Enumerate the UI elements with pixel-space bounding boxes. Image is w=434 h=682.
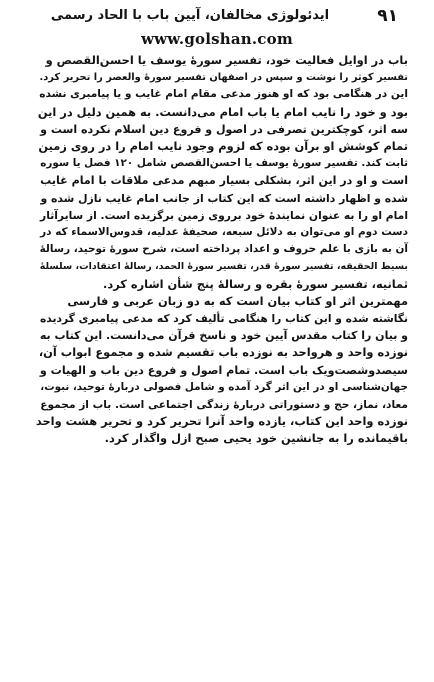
text-line: باقیمانده را به جانشین خود یحیی صبح ازل واگذار کرد. [104,431,408,446]
text-line: شده و اظهار داشته است که این کتاب از جانب امام غایب نازل شده و [40,191,408,205]
text-line: ثمانیه، تفسیر سورهٔ بقره و رسالهٔ پنج شأن اشاره کرد. [103,276,408,291]
text-line: و بیان را کتاب مقدس آیین خود و ناسخ قرآن می‌دانست. این کتاب به [39,329,408,343]
text-line: نوزده واحد و هرواحد به نوزده باب تقسیم شده و مجموع ابواب آن، [38,345,408,360]
text-line: تفسیر کوثر را نوشت و سپس در اصفهان تفسیر سورهٔ والعصر را تحریر کرد. [39,72,408,84]
text-line: نوزده واحد این کتاب، یازده واحد آنرا تحریر کرد و تحریر هشت واحد [35,414,408,429]
text-line: است و او در این اثر، بشکلی بسیار مبهم مدعی ملاقات با امام غایب [40,174,408,188]
text-line: امام او را به عنوان نمایندهٔ خود برروی زمین برگزیده است. از سایرآثار [40,208,408,222]
text-line: سیصدوشصت‌ویک باب است. تمام اصول و فروع دین باب و الهیات و [39,363,408,377]
paragraph [36,52,408,293]
text-line: معاد، نماز، حج و دستوراتی دربارهٔ زندگی اجتماعی است. باب از مجموع [40,398,408,412]
text-line: این در هنگامی بود که او هنوز مدعی مقام امام غایب و یا پیامبری نشده [39,88,408,101]
paragraph [36,293,408,448]
text-line: باب در اوایل فعالیت خود، تفسیر سورهٔ یوسف یا احسن‌القصص و [45,53,408,67]
text-line: ثابت کند. تفسیر سورهٔ یوسف یا احسن‌القصص شامل ۱۲۰ فصل یا سوره [40,157,408,170]
text-line: آن به بازی با علم حروف و اعداد پرداخته است، شرح سورهٔ توحید، رسالهٔ [39,243,408,256]
text-line: بسیط الحقیقه، تفسیر سورهٔ قدر، تفسیر سورهٔ الحمد، رسالهٔ اعتقادات، سلسلهٔ [39,261,408,273]
page-number: ۹۱ [377,6,398,26]
text-line: جهان‌شناسی او در این اثر گرد آمده و شامل فصولی دربارهٔ توحید، نبوت، [40,380,408,393]
text-line: تمام کوشش او برآن بوده که لزوم وجود نایب امام را در روی زمین [38,139,408,154]
text-line: بود و خود را نایب امام یا باب امام می‌دانست. به همین دلیل در این [37,104,408,119]
body-text [36,52,408,448]
text-line: سه اثر، کوچکترین تصرفی در اصول و فروع دین اسلام نکرده است و [40,122,408,136]
website-url: www.golshan.com [141,30,293,48]
text-line: مهمترین اثر او کتاب بیان است که به دو زبان عربی و فارسی [67,293,408,308]
page-header [24,6,410,32]
text-line: دست دوم او می‌توان به دلائل سبعه، صحیفهٔ عدلیه، قدوس‌الاسماء که در [40,226,408,239]
running-title: ایدئولوژی مخالفان، آیین باب با الحاد رسمی [50,8,330,23]
text-line: نگاشته شده و این کتاب را هنگامی تألیف کرد که مدعی پیامبری گردیده [39,312,408,326]
